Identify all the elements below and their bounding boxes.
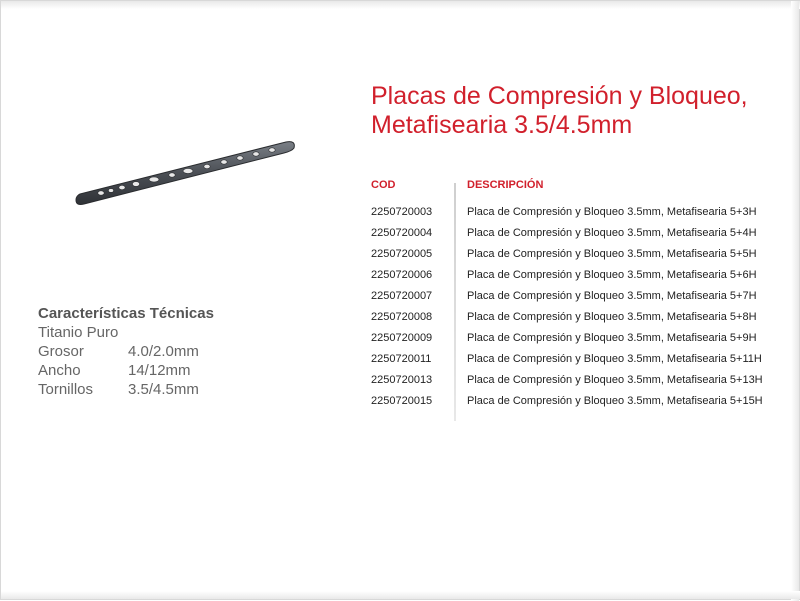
spec-label: Ancho <box>38 362 81 379</box>
spec-value: 3.5/4.5mm <box>128 381 199 398</box>
frame-shadow-right <box>791 1 799 601</box>
title-line-1: Placas de Compresión y Bloqueo, <box>371 82 748 110</box>
column-header-description: DESCRIPCIÓN <box>467 179 544 191</box>
specs-heading: Características Técnicas <box>38 305 214 322</box>
product-code: 2250720005 <box>371 248 433 260</box>
product-description: Placa de Compresión y Bloqueo 3.5mm, Metafisearia 5+6H <box>467 269 757 281</box>
product-description: Placa de Compresión y Bloqueo 3.5mm, Metafisearia 5+3H <box>467 206 757 218</box>
product-code: 2250720013 <box>371 374 433 386</box>
spec-row-thickness <box>38 342 278 361</box>
table-row <box>371 205 763 226</box>
product-code: 2250720003 <box>371 206 433 218</box>
spec-label: Grosor <box>38 343 84 360</box>
product-code: 2250720008 <box>371 311 433 323</box>
product-table <box>371 205 763 415</box>
spec-value: 4.0/2.0mm <box>128 343 199 360</box>
frame-shadow-bottom <box>1 591 800 599</box>
table-row <box>371 268 763 289</box>
table-row <box>371 226 763 247</box>
product-code: 2250720011 <box>371 353 432 365</box>
spec-row-screws <box>38 380 278 399</box>
product-code: 2250720015 <box>371 395 433 407</box>
product-code: 2250720004 <box>371 227 433 239</box>
product-description: Placa de Compresión y Bloqueo 3.5mm, Metafisearia 5+8H <box>467 311 757 323</box>
bone-plate-image <box>74 136 298 208</box>
product-code: 2250720006 <box>371 269 433 281</box>
table-row <box>371 289 763 310</box>
product-description: Placa de Compresión y Bloqueo 3.5mm, Metafisearia 5+7H <box>467 290 757 302</box>
product-description: Placa de Compresión y Bloqueo 3.5mm, Metafisearia 5+5H <box>467 248 757 260</box>
spec-label: Tornillos <box>38 381 94 398</box>
table-row <box>371 373 763 394</box>
table-row <box>371 247 763 268</box>
product-description: Placa de Compresión y Bloqueo 3.5mm, Metafisearia 5+13H <box>467 374 763 386</box>
product-description: Placa de Compresión y Bloqueo 3.5mm, Metafisearia 5+15H <box>467 395 763 407</box>
table-row <box>371 310 763 331</box>
table-row <box>371 394 763 415</box>
technical-specs <box>38 304 278 399</box>
specs-material: Titanio Puro <box>38 324 119 341</box>
product-description: Placa de Compresión y Bloqueo 3.5mm, Metafisearia 5+4H <box>467 227 757 239</box>
spec-value: 14/12mm <box>128 362 191 379</box>
column-header-code: COD <box>371 179 396 191</box>
product-code: 2250720007 <box>371 290 433 302</box>
page-title <box>371 82 791 140</box>
title-line-2: Metafisearia 3.5/4.5mm <box>371 111 633 139</box>
frame-shadow-top <box>1 1 800 9</box>
product-description: Placa de Compresión y Bloqueo 3.5mm, Metafisearia 5+9H <box>467 332 757 344</box>
spec-row-width <box>38 361 278 380</box>
product-description: Placa de Compresión y Bloqueo 3.5mm, Metafisearia 5+11H <box>467 353 762 365</box>
table-row <box>371 352 763 373</box>
product-code: 2250720009 <box>371 332 433 344</box>
table-row <box>371 331 763 352</box>
